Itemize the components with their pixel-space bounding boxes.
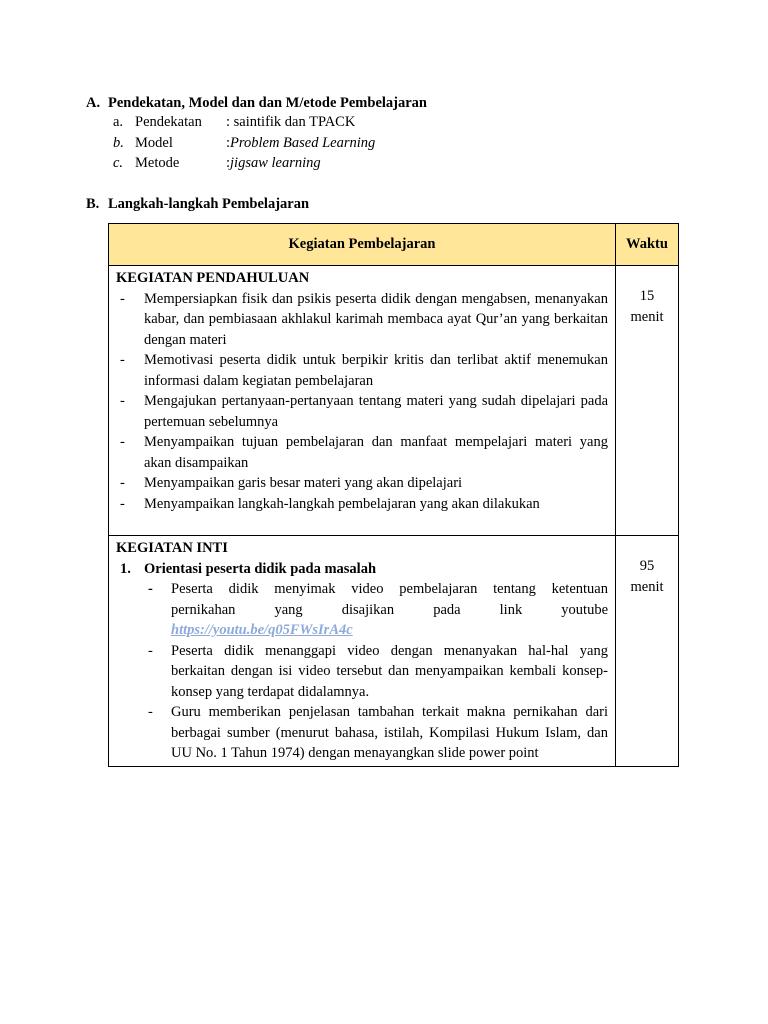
bullet-dash: - <box>120 495 125 512</box>
list-value: : saintifik dan TPACK <box>226 114 356 130</box>
pendahuluan-cell <box>109 266 616 536</box>
list-item <box>116 350 608 391</box>
list-item-text: Guru memberikan penjelasan tambahan terkait makna pernikahan dari berbagai sumber (menurut bahasa, istilah, Kompilasi Hukum Islam, dan UU No. 1 Tahun 1974) dengan menayangkan slide power point <box>171 704 608 761</box>
step-number: 1. <box>120 560 131 577</box>
waktu-unit: menit <box>630 308 664 325</box>
list-label: Pendekatan <box>135 114 202 130</box>
bullet-dash: - <box>120 393 125 409</box>
step-title: Orientasi peserta didik pada masalah <box>144 560 377 577</box>
table-row <box>109 266 679 536</box>
section-a-list <box>113 112 375 174</box>
bullet-dash: - <box>148 704 153 720</box>
inti-waktu-cell <box>616 536 679 767</box>
youtube-link[interactable]: https://youtu.be/q05FWsIrA4c <box>171 622 353 638</box>
bullet-dash: - <box>120 475 125 491</box>
list-label: Model <box>135 134 173 151</box>
waktu-unit: menit <box>630 578 664 595</box>
list-value: Problem Based Learning <box>230 134 376 151</box>
bullet-dash: - <box>148 581 153 597</box>
bullet-dash: - <box>120 352 125 368</box>
list-item-text: Memotivasi peserta didik untuk berpikir kritis dan terlibat aktif menemukan informasi dalam kegiatan pembelajaran <box>144 352 608 389</box>
section-b-heading <box>86 194 309 214</box>
model-row <box>113 133 375 154</box>
waktu-value: 95 <box>639 558 655 574</box>
section-b-title: Langkah-langkah Pembelajaran <box>108 196 310 212</box>
approach-row <box>113 112 375 133</box>
method-row <box>113 153 375 174</box>
step-heading <box>116 559 608 580</box>
lesson-table <box>108 223 679 767</box>
list-item <box>116 289 608 351</box>
inti-cell <box>109 536 616 767</box>
list-label: Metode <box>135 155 180 171</box>
section-a-heading <box>86 93 427 113</box>
table-header-row <box>109 224 679 266</box>
list-marker: c. <box>113 155 124 171</box>
list-item <box>116 702 608 764</box>
list-item-text: Peserta didik menyimak video pembelajaran tentang ketentuan <box>171 581 608 597</box>
list-marker: b. <box>113 134 124 151</box>
list-value-prefix: : <box>226 134 231 151</box>
pendahuluan-title: KEGIATAN PENDAHULUAN <box>116 270 310 286</box>
list-marker: a. <box>113 114 124 130</box>
inti-title: KEGIATAN INTI <box>116 540 228 556</box>
bullet-dash: - <box>120 290 125 307</box>
section-a-letter: A. <box>86 95 101 111</box>
list-item <box>116 641 608 703</box>
bullet-dash: - <box>120 434 125 450</box>
header-waktu: Waktu <box>616 224 679 266</box>
list-item-text: pernikahan yang disajikan pada link youtube <box>171 601 608 618</box>
list-item <box>116 473 608 494</box>
list-item-text: Mempersiapkan fisik dan psikis peserta didik dengan mengabsen, menanyakan kabar, dan pembiasaan akhlakul karimah membaca ayat Qur’an yang berkaitan dengan materi <box>144 290 608 348</box>
list-item <box>116 391 608 432</box>
list-item <box>116 579 608 641</box>
section-b-letter: B. <box>86 196 100 212</box>
waktu-value: 15 <box>639 288 655 304</box>
list-item-text: Mengajukan pertanyaan-pertanyaan tentang materi yang sudah dipelajari pada pertemuan sebelumnya <box>144 393 608 430</box>
list-value-prefix: : <box>226 155 231 171</box>
header-kegiatan: Kegiatan Pembelajaran <box>109 224 616 266</box>
section-a-title: Pendekatan, Model dan dan M/etode Pembelajaran <box>108 95 427 111</box>
table-row <box>109 536 679 767</box>
pendahuluan-waktu-cell <box>616 266 679 536</box>
list-item-text: Peserta didik menanggapi video dengan menanyakan hal-hal yang berkaitan dengan isi video tersebut dan menyampaikan kembali konsep-konsep yang terdapat didalamnya. <box>171 642 608 700</box>
list-item-text: Menyampaikan langkah-langkah pembelajaran yang akan dilakukan <box>144 495 540 512</box>
bullet-dash: - <box>148 642 153 659</box>
list-value: jigsaw learning <box>230 155 321 171</box>
list-item <box>116 494 608 515</box>
list-item-text: Menyampaikan tujuan pembelajaran dan manfaat mempelajari materi yang akan disampaikan <box>144 434 608 471</box>
list-item-text: Menyampaikan garis besar materi yang akan dipelajari <box>144 475 463 491</box>
list-item <box>116 432 608 473</box>
